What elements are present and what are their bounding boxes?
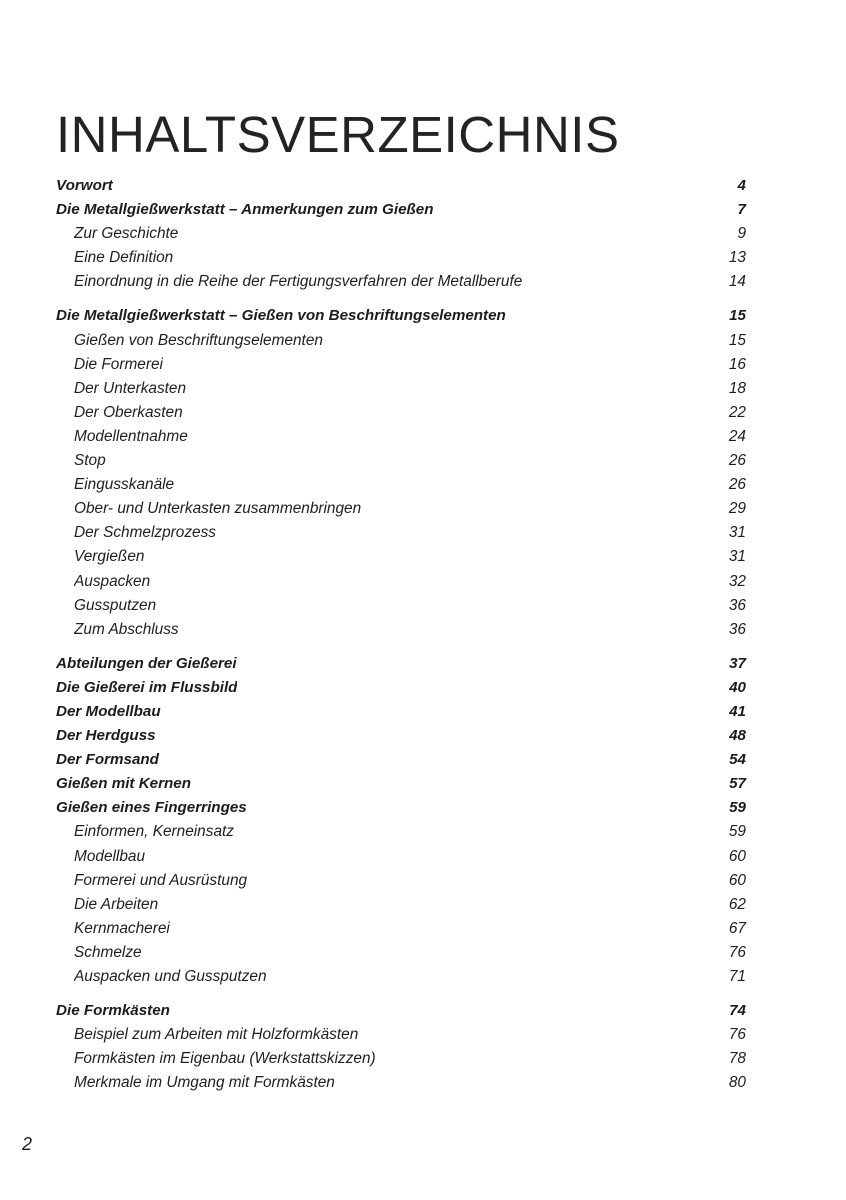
toc-entry-row[interactable] — [56, 573, 746, 597]
toc-entry-row[interactable] — [56, 848, 746, 872]
toc-entry-page-number: 54 — [729, 751, 746, 769]
toc-entry-row[interactable] — [56, 249, 746, 273]
toc-entry-page-number: 15 — [728, 331, 746, 349]
toc-entry-row[interactable] — [56, 896, 746, 920]
toc-entry-page-number: 32 — [728, 572, 746, 590]
toc-section-row[interactable] — [56, 679, 746, 703]
toc-entry-page-number: 80 — [728, 1074, 746, 1092]
toc-entry-row[interactable] — [56, 1050, 746, 1074]
toc-entry-row[interactable] — [56, 1026, 746, 1050]
toc-entry-page-number: 18 — [728, 379, 746, 397]
toc-entry-row[interactable] — [56, 621, 746, 645]
toc-entry-page-number: 29 — [728, 500, 746, 518]
toc-entry-label: Stop — [74, 452, 106, 470]
toc-entry-page-number: 37 — [729, 654, 746, 672]
page-number-folio: 2 — [22, 1134, 33, 1154]
toc-entry-label: Formerei und Ausrüstung — [74, 871, 248, 889]
toc-entry-row[interactable] — [56, 823, 746, 847]
toc-entry-page-number: 71 — [728, 968, 746, 985]
toc-entry-page-number: 24 — [728, 427, 746, 445]
toc-entry-row[interactable] — [56, 332, 746, 356]
toc-entry-row[interactable] — [56, 548, 746, 572]
toc-entry-page-number: 59 — [729, 799, 746, 817]
toc-entry-page-number: 9 — [737, 225, 746, 243]
toc-entry-label: Der Formsand — [56, 751, 159, 769]
toc-entry-page-number: 15 — [729, 307, 746, 325]
toc-entry-page-number: 22 — [728, 403, 746, 421]
toc-entry-label: Eine Definition — [74, 249, 174, 267]
toc-entry-row[interactable] — [56, 872, 746, 896]
toc-entry-label: Gießen mit Kernen — [56, 775, 192, 793]
toc-entry-label: Der Schmelzprozess — [74, 524, 216, 542]
toc-entry-page-number: 26 — [728, 452, 746, 470]
toc-entry-row[interactable] — [56, 404, 746, 428]
toc-section-row[interactable] — [56, 703, 746, 727]
toc-entry-label: Die Formerei — [74, 355, 163, 373]
toc-entry-page-number: 60 — [728, 847, 746, 865]
toc-entry-page-number: 36 — [728, 596, 746, 614]
toc-entry-page-number: 13 — [728, 249, 746, 267]
toc-entry-page-number: 78 — [728, 1050, 746, 1068]
toc-entry-label: Zur Geschichte — [74, 225, 179, 243]
toc-entry-label: Gießen von Beschriftungselementen — [74, 331, 323, 349]
toc-entry-label: Der Modellbau — [56, 702, 161, 720]
toc-entry-page-number: 74 — [729, 1002, 746, 1020]
toc-entry-row[interactable] — [56, 273, 746, 297]
toc-entry-page-number: 67 — [728, 919, 746, 937]
toc-entry-row[interactable] — [56, 225, 746, 249]
toc-entry-label: Die Gießerei im Flussbild — [56, 678, 238, 696]
toc-entry-label: Auspacken und Gussputzen — [74, 968, 267, 985]
toc-entry-label: Schmelze — [74, 943, 142, 961]
toc-entry-label: Die Metallgießwerkstatt – Gießen von Beschriftungselementen — [56, 307, 506, 325]
toc-entry-page-number: 76 — [728, 943, 746, 961]
toc-entry-page-number: 40 — [729, 678, 746, 696]
toc-entry-page-number: 7 — [737, 201, 746, 219]
toc-section-row[interactable] — [56, 655, 746, 679]
toc-entry-label: Einordnung in die Reihe der Fertigungsverfahren der Metallberufe — [74, 273, 523, 291]
toc-entry-row[interactable] — [56, 597, 746, 621]
toc-entry-page-number: 41 — [729, 702, 746, 720]
toc-entry-page-number: 76 — [728, 1026, 746, 1044]
toc-entry-page-number: 57 — [729, 775, 746, 793]
toc-entry-row[interactable] — [56, 920, 746, 944]
toc-section-row[interactable] — [56, 727, 746, 751]
toc-entry-page-number: 4 — [737, 177, 746, 194]
table-of-contents — [56, 177, 746, 1098]
toc-section-row[interactable] — [56, 1002, 746, 1026]
toc-entry-row[interactable] — [56, 500, 746, 524]
toc-entry-label: Merkmale im Umgang mit Formkästen — [74, 1074, 335, 1092]
toc-entry-label: Die Arbeiten — [74, 895, 159, 913]
toc-entry-label: Abteilungen der Gießerei — [56, 654, 237, 672]
toc-section-row[interactable] — [56, 775, 746, 799]
toc-entry-page-number: 26 — [728, 476, 746, 494]
toc-entry-label: Kernmacherei — [74, 919, 170, 937]
toc-entry-row[interactable] — [56, 380, 746, 404]
toc-entry-label: Vorwort — [56, 177, 113, 194]
toc-entry-label: Auspacken — [74, 572, 151, 590]
toc-entry-page-number: 36 — [728, 620, 746, 638]
toc-entry-label: Modellbau — [74, 847, 146, 865]
toc-entry-page-number: 31 — [728, 548, 746, 566]
toc-entry-row[interactable] — [56, 476, 746, 500]
toc-entry-page-number: 48 — [729, 727, 746, 745]
toc-entry-row[interactable] — [56, 968, 746, 992]
toc-entry-page-number: 62 — [728, 895, 746, 913]
toc-section-row[interactable] — [56, 201, 746, 225]
toc-entry-label: Ober- und Unterkasten zusammenbringen — [74, 500, 362, 518]
toc-entry-page-number: 60 — [728, 871, 746, 889]
toc-entry-page-number: 31 — [728, 524, 746, 542]
toc-entry-row[interactable] — [56, 428, 746, 452]
page-title: INHALTSVERZEICHNIS — [56, 106, 620, 164]
toc-entry-page-number: 59 — [728, 823, 746, 841]
toc-entry-row[interactable] — [56, 944, 746, 968]
toc-entry-label: Modellentnahme — [74, 427, 188, 445]
toc-entry-label: Formkästen im Eigenbau (Werkstattskizzen) — [74, 1050, 376, 1068]
toc-entry-label: Der Unterkasten — [74, 379, 187, 397]
toc-section-row[interactable] — [56, 307, 746, 331]
toc-entry-label: Der Herdguss — [56, 727, 156, 745]
toc-section-row[interactable] — [56, 751, 746, 775]
toc-entry-page-number: 14 — [728, 273, 746, 291]
toc-entry-row[interactable] — [56, 524, 746, 548]
toc-entry-label: Der Oberkasten — [74, 403, 183, 421]
toc-entry-label: Vergießen — [74, 548, 145, 566]
toc-entry-label: Gießen eines Fingerringes — [56, 799, 247, 817]
toc-entry-label: Zum Abschluss — [74, 620, 179, 638]
toc-section-row[interactable] — [56, 799, 746, 823]
toc-entry-label: Eingusskanäle — [74, 476, 175, 494]
toc-entry-row[interactable] — [56, 1074, 746, 1098]
toc-entry-label: Einformen, Kerneinsatz — [74, 823, 234, 841]
toc-entry-label: Gussputzen — [74, 596, 157, 614]
toc-entry-page-number: 16 — [728, 355, 746, 373]
toc-entry-label: Die Formkästen — [56, 1002, 170, 1020]
toc-entry-row[interactable] — [56, 452, 746, 476]
toc-entry-label: Beispiel zum Arbeiten mit Holzformkästen — [74, 1026, 359, 1044]
toc-section-row[interactable] — [56, 177, 746, 201]
toc-entry-label: Die Metallgießwerkstatt – Anmerkungen zum Gießen — [56, 201, 434, 219]
toc-entry-row[interactable] — [56, 356, 746, 380]
